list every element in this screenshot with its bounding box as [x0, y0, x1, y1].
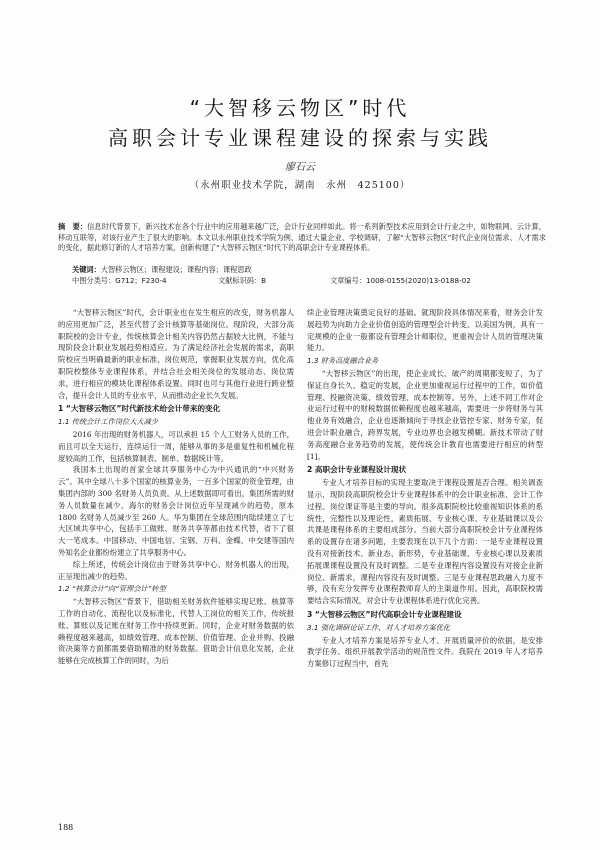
- page-number: 188: [58, 823, 74, 832]
- keywords-text: 大智移云物区；课程建设；课程内容；课程思政: [100, 265, 252, 274]
- paragraph: “大智移云物区”背景下，借助相关财务软件能够实现记账、核算等工作的自动化、流程化以及标准化，代替人工岗位的相关工作，传统报账、算账以及记账在财务工作中持续更新。同时，企业对财务数据的依赖程度越来越高，如绩效管理、成本控制、价值管理、企业并购、投融资决策等方面都需要借助精准的财务数据。借助会计信息化发展，企业能够在完成核算工作的同时，为后: [58, 597, 294, 666]
- right-column: [307, 307, 543, 670]
- left-column: [58, 307, 294, 667]
- document-code: 文献标识码：B: [218, 276, 267, 285]
- subsection-heading: 1.3 财务高度融合业务: [307, 356, 379, 366]
- section-heading: 3 “大智移云物区”时代高职会计专业课程建设: [307, 609, 462, 619]
- paragraph: 续企业管理决策奠定良好的基础。就现阶段具体情况来看，财务会计发展趋势为向助力企业价值创造的管理型会计转变。以美国为例，具有一定规模的企业一般都设有管理会计师职位，更重视会计人员的管理决策能力。: [307, 308, 543, 353]
- author: 廖石云: [285, 162, 315, 173]
- keywords: [72, 265, 542, 275]
- section-heading: 2 高职会计专业课程设计现状: [307, 465, 407, 475]
- article-number: 文章编号：1008-0155(2020)13-0188-02: [330, 276, 471, 285]
- paragraph: 2016 年出现的财务机器人，可以承担 15 个人工财务人员的工作，而且可以全天运行，连续运行一周，能够从事的多是重复性和机械化程度较高的工作，包括核算制表、制单、数据统计等。: [58, 429, 294, 463]
- paragraph: 综上所述，传统会计岗位由于财务共享中心、财务机器人的出现，正呈现出减少的趋势。: [58, 559, 294, 581]
- paragraph: “大智移云物区”的出现，使企业成长、破产的周期都变短了，为了保证自身长久、稳定的发展，企业更加重视运行过程中的工作，如价值管理、投融资决策、绩效管理、成本控制等。另外，上述不同工作对企业运行过程中的财税数据依赖程度也越来越高，需要进一步将财务与其他业务有效融合，企业也逐渐倾向于寻找企业管控专家、财务专家，促进会计职业融合，跨界发展，专业边界也会越发模糊。新技术带动了财务高度融合业务趋势的发展，使传统会计教育也需要进行相应的转型[1]。: [307, 368, 543, 461]
- affiliation: （永州职业技术学院，湖南 永州 425100）: [189, 180, 411, 191]
- clc-number: 中图分类号：G712；F230-4: [72, 276, 167, 285]
- paragraph: 专业人才培养目标的实现主要取决于课程设置是否合理。相关调查显示，现阶段高职院校会计专业课程体系中的会计职业标准、会计工作过程、岗位课证等是主要的导向。很多高职院校比较重视知识体系的系统性，完整性以及理论性，素质拓展、专业核心课、专业基础课以及公共课是课程体系的主要组成部分。当前大部分高职院校会计专业课程体系的设置存在诸多问题，主要表现在以下几个方面：一是专业课程设置没有对接新技术、新业态、新形势，专业基础课、专业核心课以及素质拓展课课程设置没有及时调整。二是专业课程内容设置没有对接企业新岗位、新需求，课程内容没有及时调整。三是专业课程思政融入力度不够，没有充分发挥专业课程教师育人的主渠道作用。因此，高职院校需要结合实际情况，对会计专业课程体系进行优化完善。: [307, 478, 543, 606]
- abstract: [58, 222, 546, 254]
- subsection-heading: 1.2 “核算会计”向“管理会计”转型: [58, 584, 166, 594]
- title-line-1: “大智移云物区”时代: [189, 96, 411, 120]
- paragraph: 专业人才培养方案是培养专业人才、开展质量评价的依据，是安排教学任务、组织开展教学活动的规范性文件。我院在 2019 年人才培养方案修订过程当中，首先: [307, 635, 543, 669]
- subsection-heading: 1.1 传统会计工作岗位大大减少: [58, 417, 158, 427]
- subsection-heading: 3.1 强化调研论证工作，对人才培养方案优化: [307, 622, 451, 632]
- keywords-label: 关键词：: [72, 265, 101, 274]
- abstract-text: 信息时代背景下，新兴技术在各个行业中的应用越来越广泛，会计行业同样如此。将一系列新型技术应用到会计行业之中，如物联网、云计算，移动互联等，对该行业产生了很大的影响。本文以永州职业技术学院为例，通过大量企业、学校调研，了解“大智移云物区”时代企业岗位需求、人才需求的变化，据此修订新的人才培养方案，创新构建了“大智移云物区”时代下的高职会计专业课程体系。: [58, 222, 546, 253]
- title-line-2: 高职会计专业课程建设的探索与实践: [108, 126, 492, 150]
- paragraph: “大智移云物区”时代，会计职业也在发生相应的改变，财务机器人的应用更加广泛，甚至代替了会计核算等基础岗位。现阶段，大部分高职院校的会计专业，传统核算会计相关内容仍然占据较大比例，不能与现阶段会计职业发展趋势相适应。为了满足经济社会发展的需求，高职院校应当明确最新的职业标准、岗位规范，掌握职业发展方向，优化高职院校整体专业课程体系，并结合社会相关岗位的发展动态、岗位需求，进行相应的模块化课程体系设置。同时也可与其他行业进行跨业整合，提升会计人员的专业水平，从而推动企业长久发展。: [58, 308, 294, 400]
- abstract-label: 摘 要：: [58, 222, 88, 231]
- paragraph: 我国本土出现的首家全球共享服务中心为中兴通讯的“中兴财务云”。其中全球八十多个国家的核算业务，一百多个国家的资金管理，由集团内部的 300 名财务人员负责。从上述数据即可看出，集团所需的财务人员数量在减少。海尔的财务会计岗位近年呈现减少的趋势，原本 1800 名财务人员减少至 260 人。华为集团在全球范围内陆续建立了七大区域共享中心，包括手工做账、财务共享等都由技术代替，省下了很大一笔成本。中国移动、中国电信、宝钢、万科、金蝶、中交建等国内外知名企业都纷纷建立了共享服务中心。: [58, 465, 294, 557]
- section-heading: 1 “大智移云物区”时代新技术给会计带来的变化: [58, 404, 221, 414]
